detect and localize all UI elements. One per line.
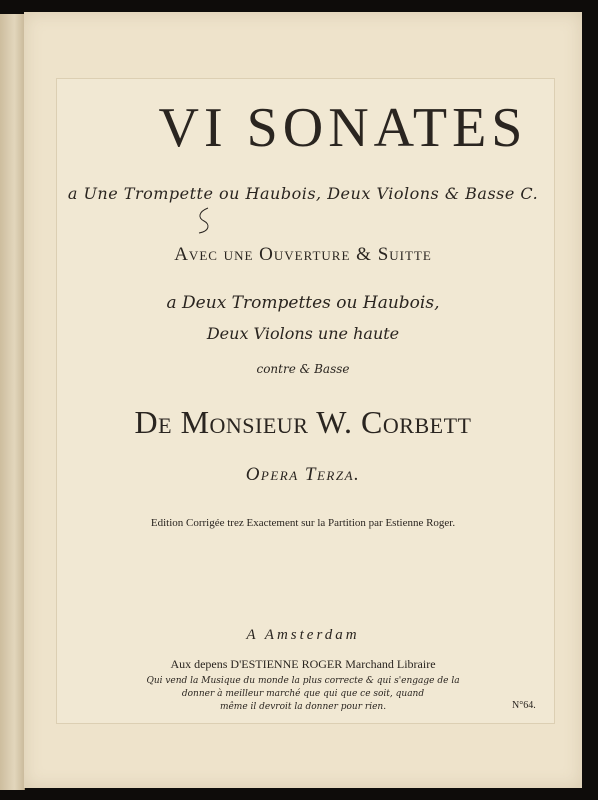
ouverture-heading: Avec une Ouverture & Suitte bbox=[174, 244, 432, 265]
suite-instruments-line-2: Deux Violons une haute bbox=[206, 324, 400, 343]
opus-number: Opera Terza. bbox=[245, 464, 361, 485]
publisher-note-line-3: même il devroit la donner pour rien. bbox=[219, 702, 387, 712]
paper-page bbox=[24, 12, 582, 788]
page-title: VI SONATES bbox=[158, 97, 528, 159]
facing-page-edge bbox=[0, 14, 25, 790]
instrumentation-line: a Une Trompette ou Haubois, Deux Violons & Basse C. bbox=[67, 184, 539, 203]
publication-city: A Amsterdam bbox=[246, 627, 360, 643]
edition-note: Edition Corrigée trez Exactement sur la Partition par Estienne Roger. bbox=[150, 517, 456, 529]
publisher-note-line-1: Qui vend la Musique du monde la plus correcte & qui s'engage de la bbox=[146, 676, 460, 686]
composer-name: De Monsieur W. Corbett bbox=[134, 404, 472, 440]
plate-number: N°64. bbox=[512, 700, 536, 711]
calligraphic-flourish-icon bbox=[194, 206, 214, 236]
suite-instruments-line-3: contre & Basse bbox=[256, 362, 350, 376]
publisher-note-line-2: donner à meilleur marché que qui que ce soit, quand bbox=[181, 689, 425, 699]
suite-instruments-line-1: a Deux Trompettes ou Haubois, bbox=[166, 293, 440, 313]
publisher-line: Aux depens D'ESTIENNE ROGER Marchand Libraire bbox=[170, 657, 436, 671]
